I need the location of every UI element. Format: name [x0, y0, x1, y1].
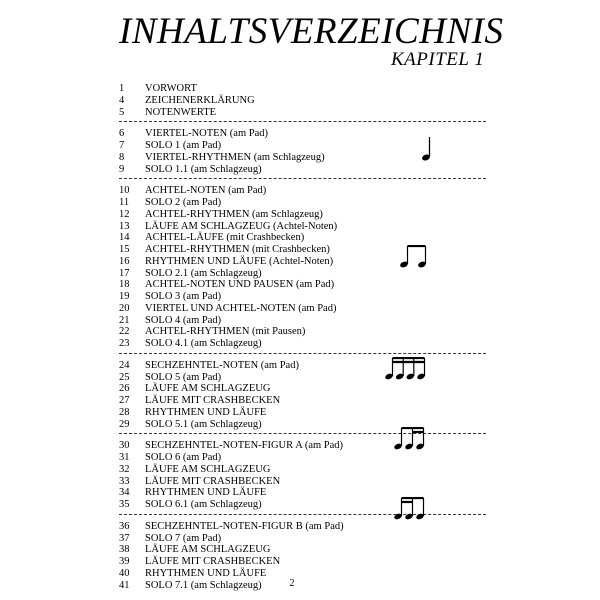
toc-page-number: 35: [119, 499, 130, 510]
toc-entry-label: SOLO 2 (am Pad): [145, 197, 222, 208]
toc-page-number: 22: [119, 326, 130, 338]
page-title: INHALTSVERZEICHNIS: [119, 11, 504, 52]
toc-entry-label: LÄUFE MIT CRASHBECKEN: [145, 556, 281, 567]
toc-entry-label: SECHZEHNTEL-NOTEN (am Pad): [145, 359, 299, 371]
toc-page-number: 37: [119, 532, 130, 544]
toc-page-number: 17: [119, 267, 130, 279]
toc-entry-label: SOLO 1.1 (am Schlagzeug): [145, 163, 262, 175]
toc-page-number: 36: [119, 520, 130, 532]
section-divider: [119, 514, 486, 515]
toc-entry-label: SOLO 5 (am Pad): [145, 371, 222, 383]
toc-entry-label: SOLO 7.1 (am Schlagzeug): [145, 579, 262, 591]
toc-page-number: 28: [119, 406, 130, 418]
toc-page-number: 4: [119, 94, 125, 106]
page-number: 2: [289, 578, 295, 589]
toc-entry-label: NOTENWERTE: [145, 106, 217, 118]
section-divider: [119, 433, 486, 434]
toc-page-number: 1: [119, 83, 125, 94]
toc-page-number: 12: [119, 208, 130, 220]
toc-entry-label: ACHTEL-NOTEN UND PAUSEN (am Pad): [145, 279, 335, 291]
toc-entry-label: SOLO 6 (am Pad): [145, 452, 222, 463]
toc-page-number: 31: [119, 452, 130, 463]
toc-page-number: 9: [119, 163, 125, 175]
toc-entry-label: ACHTEL-NOTEN (am Pad): [145, 185, 267, 197]
toc-page-number: 15: [119, 244, 130, 255]
toc-page-number: 13: [119, 220, 130, 232]
chapter-label: KAPITEL 1: [391, 49, 485, 70]
toc-page-number: 5: [119, 106, 125, 118]
toc-page-number: 11: [119, 197, 130, 208]
toc-page-number: 20: [119, 302, 130, 314]
toc-page-number: 30: [119, 440, 130, 452]
toc-page-number: 26: [119, 383, 130, 395]
toc-page-number: 41: [119, 579, 130, 591]
toc-entry-label: VORWORT: [145, 83, 197, 94]
toc-page-number: 19: [119, 291, 130, 302]
sixteenth-notes-icon: [383, 357, 427, 381]
toc-entry-label: SOLO 5.1 (am Schlagzeug): [145, 418, 262, 430]
eighth-two-sixteenths-icon: [392, 427, 426, 451]
toc-page-number: 29: [119, 418, 130, 430]
toc-page-number: 21: [119, 314, 130, 326]
toc-entry-label: ZEICHENERKLÄRUNG: [145, 94, 255, 106]
toc-page-number: 6: [119, 128, 125, 140]
toc-entry-label: VIERTEL UND ACHTEL-NOTEN (am Pad): [145, 302, 337, 314]
eighth-notes-icon: [398, 245, 428, 269]
toc-entry-label: SECHZEHNTEL-NOTEN-FIGUR A (am Pad): [145, 440, 344, 452]
toc-page-number: 34: [119, 487, 130, 499]
toc-entry-label: ACHTEL-LÄUFE (mit Crashbecken): [145, 232, 305, 244]
toc-page-number: 14: [119, 232, 130, 244]
toc-page-number: 8: [119, 151, 125, 163]
toc-entry-label: VIERTEL-NOTEN (am Pad): [145, 128, 269, 140]
toc-entry-label: LÄUFE MIT CRASHBECKEN: [145, 395, 281, 406]
toc-entry-label: RHYTHMEN UND LÄUFE (Achtel-Noten): [145, 255, 334, 267]
section-divider: [119, 121, 486, 122]
toc-entry-label: SOLO 2.1 (am Schlagzeug): [145, 267, 262, 279]
toc-page-number: 24: [119, 359, 130, 371]
toc-entry-label: LÄUFE AM SCHLAGZEUG (Achtel-Noten): [145, 220, 338, 232]
toc-entry-label: LÄUFE AM SCHLAGZEUG: [145, 463, 271, 475]
toc-page-number: 32: [119, 463, 130, 475]
toc-entry-label: SOLO 4 (am Pad): [145, 314, 222, 326]
toc-entry-label: LÄUFE MIT CRASHBECKEN: [145, 475, 281, 487]
toc-entry-label: SOLO 3 (am Pad): [145, 291, 222, 302]
section-divider: [119, 178, 486, 179]
toc-page-number: 38: [119, 544, 130, 556]
toc-page-number: 18: [119, 279, 130, 291]
toc-entry-label: SECHZEHNTEL-NOTEN-FIGUR B (am Pad): [145, 520, 344, 532]
toc-entry-label: VIERTEL-RHYTHMEN (am Schlagzeug): [145, 151, 325, 163]
two-sixteenths-eighth-icon: [392, 497, 426, 521]
toc-page-number: 40: [119, 567, 130, 579]
toc-entry-label: RHYTHMEN UND LÄUFE: [145, 487, 267, 499]
toc-entry-label: SOLO 7 (am Pad): [145, 532, 222, 544]
toc-entry-label: RHYTHMEN UND LÄUFE: [145, 567, 267, 579]
toc-page-number: 16: [119, 255, 130, 267]
toc-page-number: 33: [119, 475, 130, 487]
toc-page-number: 7: [119, 140, 125, 151]
toc-entry-label: SOLO 6.1 (am Schlagzeug): [145, 499, 262, 510]
toc-page-number: 23: [119, 338, 130, 349]
toc-entry-label: SOLO 4.1 (am Schlagzeug): [145, 338, 262, 349]
toc-page-number: 10: [119, 185, 130, 197]
toc-entry-label: LÄUFE AM SCHLAGZEUG: [145, 544, 271, 556]
toc-entry-label: RHYTHMEN UND LÄUFE: [145, 406, 267, 418]
toc-page-number: 39: [119, 556, 130, 567]
toc-page-number: 25: [119, 371, 130, 383]
section-divider: [119, 353, 486, 354]
toc-entry-label: ACHTEL-RHYTHMEN (am Schlagzeug): [145, 208, 323, 220]
toc-entry-label: SOLO 1 (am Pad): [145, 140, 222, 151]
toc-page-number: 27: [119, 395, 130, 406]
toc-entry-label: ACHTEL-RHYTHMEN (mit Pausen): [145, 326, 306, 338]
quarter-note-icon: [418, 136, 432, 162]
toc-entry-label: ACHTEL-RHYTHMEN (mit Crashbecken): [145, 244, 330, 255]
toc-entry-label: LÄUFE AM SCHLAGZEUG: [145, 383, 271, 395]
